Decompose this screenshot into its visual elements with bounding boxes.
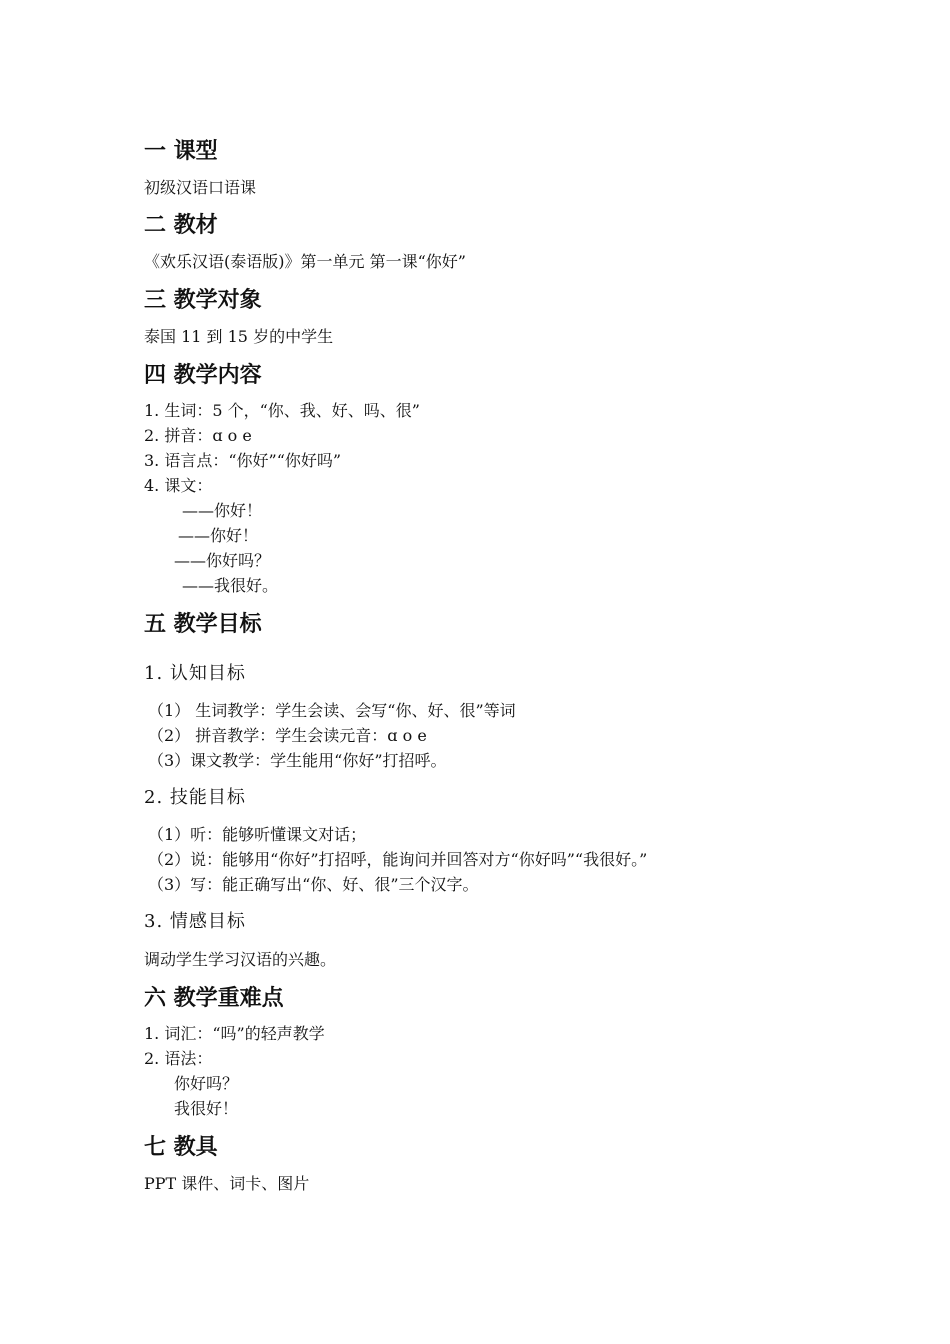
emotion-goals-heading: 3. 情感目标 bbox=[144, 911, 246, 932]
section-3-body: 泰国 11 到 15 岁的中学生 bbox=[144, 327, 334, 346]
content-item: 1. 生词：5 个，“你、我、好、吗、很” bbox=[144, 401, 420, 420]
dialogue-line: ——你好！ bbox=[178, 526, 259, 545]
content-item: 2. 拼音：ɑ o e bbox=[144, 426, 252, 445]
dialogue-line: ——你好吗？ bbox=[174, 551, 271, 570]
dialogue-line: ——你好！ bbox=[182, 501, 263, 520]
section-5-title: 五 教学目标 bbox=[144, 612, 262, 637]
goal-item: （2）说：能够用“你好”打招呼，能询问并回答对方“你好吗”“我很好。” bbox=[148, 850, 648, 869]
grammar-example: 我很好！ bbox=[174, 1099, 239, 1118]
content-item: 3. 语言点：“你好”“你好吗” bbox=[144, 451, 342, 470]
skill-goals-heading: 2. 技能目标 bbox=[144, 787, 246, 808]
goal-item: （3）写：能正确写出“你、好、很”三个汉字。 bbox=[148, 875, 479, 894]
goal-item: （1）听：能够听懂课文对话； bbox=[148, 825, 367, 844]
key-point-item: 2. 语法： bbox=[144, 1049, 213, 1068]
grammar-example: 你好吗？ bbox=[174, 1074, 239, 1093]
section-4-title: 四 教学内容 bbox=[144, 363, 262, 388]
emotion-goals-body: 调动学生学习汉语的兴趣。 bbox=[144, 950, 337, 969]
cognitive-goals-heading: 1. 认知目标 bbox=[144, 663, 246, 684]
dialogue-line: ——我很好。 bbox=[182, 576, 279, 595]
section-3-title: 三 教学对象 bbox=[144, 288, 262, 313]
content-item: 4. 课文： bbox=[144, 476, 213, 495]
goal-item: （3）课文教学：学生能用“你好”打招呼。 bbox=[148, 751, 447, 770]
key-point-item: 1. 词汇：“吗”的轻声教学 bbox=[144, 1024, 325, 1043]
section-1-body: 初级汉语口语课 bbox=[144, 178, 257, 197]
section-2-title: 二 教材 bbox=[144, 213, 218, 238]
goal-item: （2） 拼音教学：学生会读元音：ɑ o e bbox=[148, 726, 427, 745]
section-1-title: 一 课型 bbox=[144, 139, 218, 164]
goal-item: （1） 生词教学：学生会读、会写“你、好、很”等词 bbox=[148, 701, 516, 720]
section-7-body: PPT 课件、词卡、图片 bbox=[144, 1174, 310, 1193]
section-7-title: 七 教具 bbox=[144, 1135, 218, 1160]
section-6-title: 六 教学重难点 bbox=[144, 986, 284, 1011]
section-2-body: 《欢乐汉语(泰语版)》第一单元 第一课“你好” bbox=[144, 252, 466, 271]
